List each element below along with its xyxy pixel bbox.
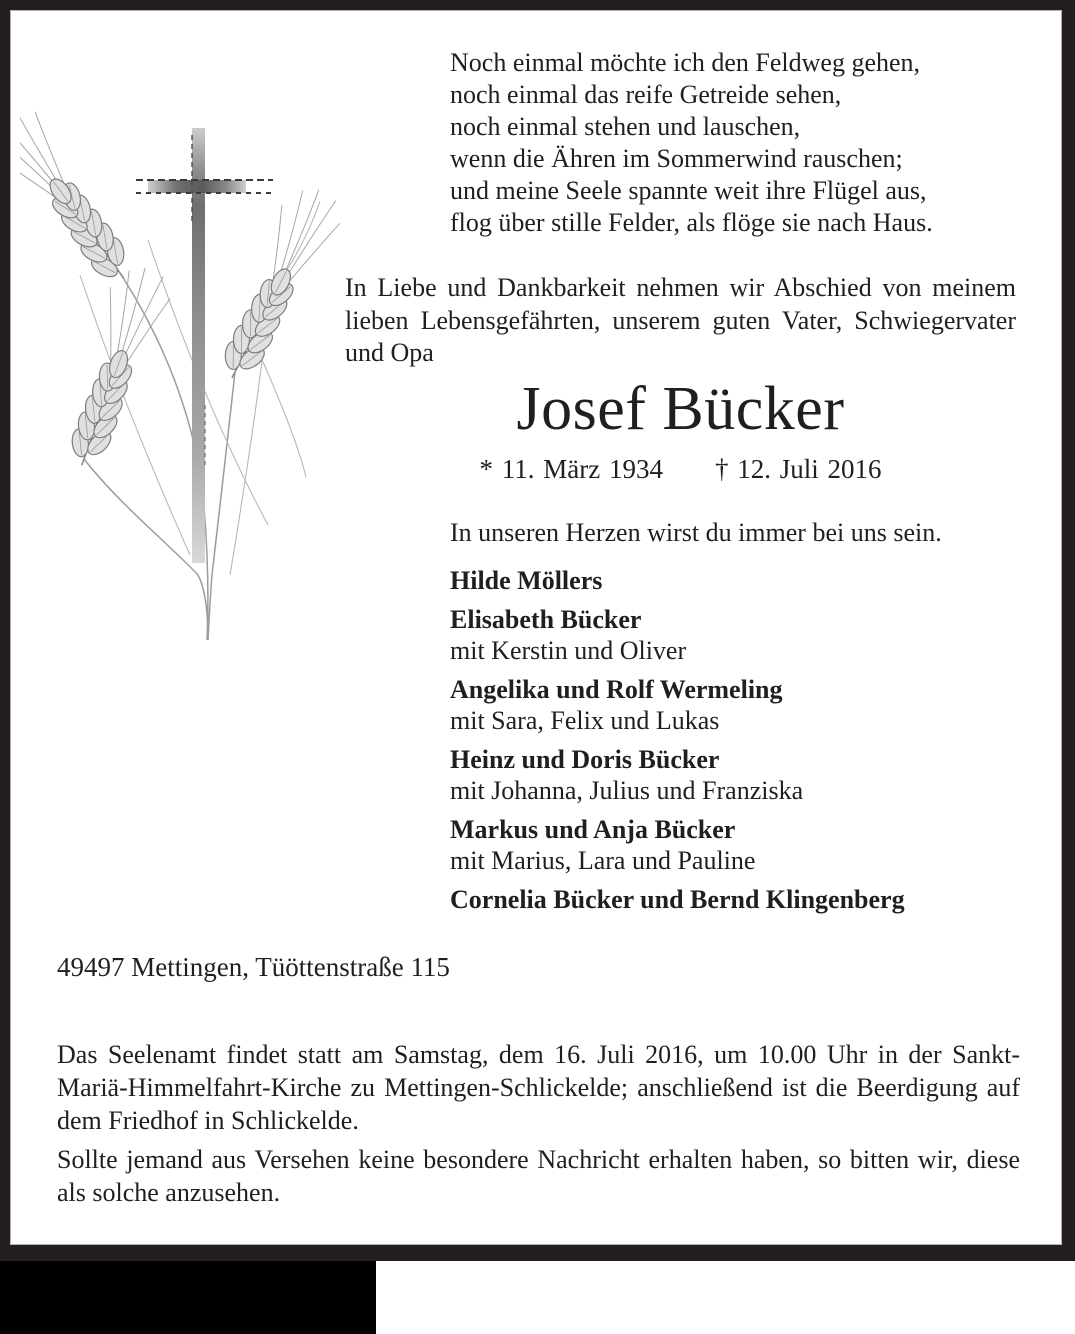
mourner-group [450, 814, 905, 876]
poem-line: flog über stille Felder, als flöge sie nach Haus. [450, 208, 933, 237]
mourner-name: Markus und Anja Bücker [450, 815, 736, 844]
mourner-children: mit Sara, Felix und Lukas [450, 706, 720, 735]
mourners-list [450, 565, 905, 923]
farewell-intro: In Liebe und Dankbarkeit nehmen wir Abschied von meinem lieben Lebensgefährten, unserem guten Vater, Schwiegervater und Opa [345, 273, 1016, 367]
poem-line: wenn die Ähren im Sommerwind rauschen; [450, 144, 903, 173]
life-dates [345, 452, 1016, 486]
birth-date: * 11. März 1934 [479, 454, 663, 484]
mourner-children: mit Kerstin und Oliver [450, 636, 687, 665]
mourner-children: mit Johanna, Julius und Franziska [450, 776, 804, 805]
mourner-name: Elisabeth Bücker [450, 605, 642, 634]
mourner-group [450, 674, 905, 736]
wheat-cross-illustration [20, 105, 340, 645]
poem-line: Noch einmal möchte ich den Feldweg gehen, [450, 48, 921, 77]
mourner-name: Hilde Möllers [450, 566, 603, 595]
mourner-name: Heinz und Doris Bücker [450, 745, 720, 774]
mourner-children: mit Marius, Lara und Pauline [450, 846, 756, 875]
notification-notice: Sollte jemand aus Versehen keine besondere Nachricht erhalten haben, so bitten wir, diese als solche anzusehen. [57, 1145, 1020, 1207]
deceased-name: Josef Bücker [516, 375, 845, 443]
mourner-name: Angelika und Rolf Wermeling [450, 675, 783, 704]
mourner-group [450, 744, 905, 806]
redaction-block [0, 1261, 376, 1334]
mourner-group [450, 565, 905, 596]
death-date: † 12. Juli 2016 [714, 454, 882, 484]
poem-line: und meine Seele spannte weit ihre Flügel aus, [450, 176, 927, 205]
mourner-group [450, 604, 905, 666]
poem-line: noch einmal das reife Getreide sehen, [450, 80, 842, 109]
opening-poem [450, 47, 933, 239]
poem-line: noch einmal stehen und lauschen, [450, 112, 801, 141]
mourner-name: Cornelia Bücker und Bernd Klingenberg [450, 885, 905, 914]
mourner-group [450, 884, 905, 915]
dedication-line: In unseren Herzen wirst du immer bei uns sein. [450, 518, 942, 547]
wheat-stems [84, 273, 235, 640]
service-information: Das Seelenamt findet statt am Samstag, dem 16. Juli 2016, um 10.00 Uhr in der Sankt-Mariä-Himmelfahrt-Kirche zu Mettingen-Schlickelde; anschließend ist die Beerdigung auf dem Friedhof in Schlickelde. [57, 1040, 1020, 1135]
family-address: 49497 Mettingen, Tüöttenstraße 115 [57, 952, 450, 982]
